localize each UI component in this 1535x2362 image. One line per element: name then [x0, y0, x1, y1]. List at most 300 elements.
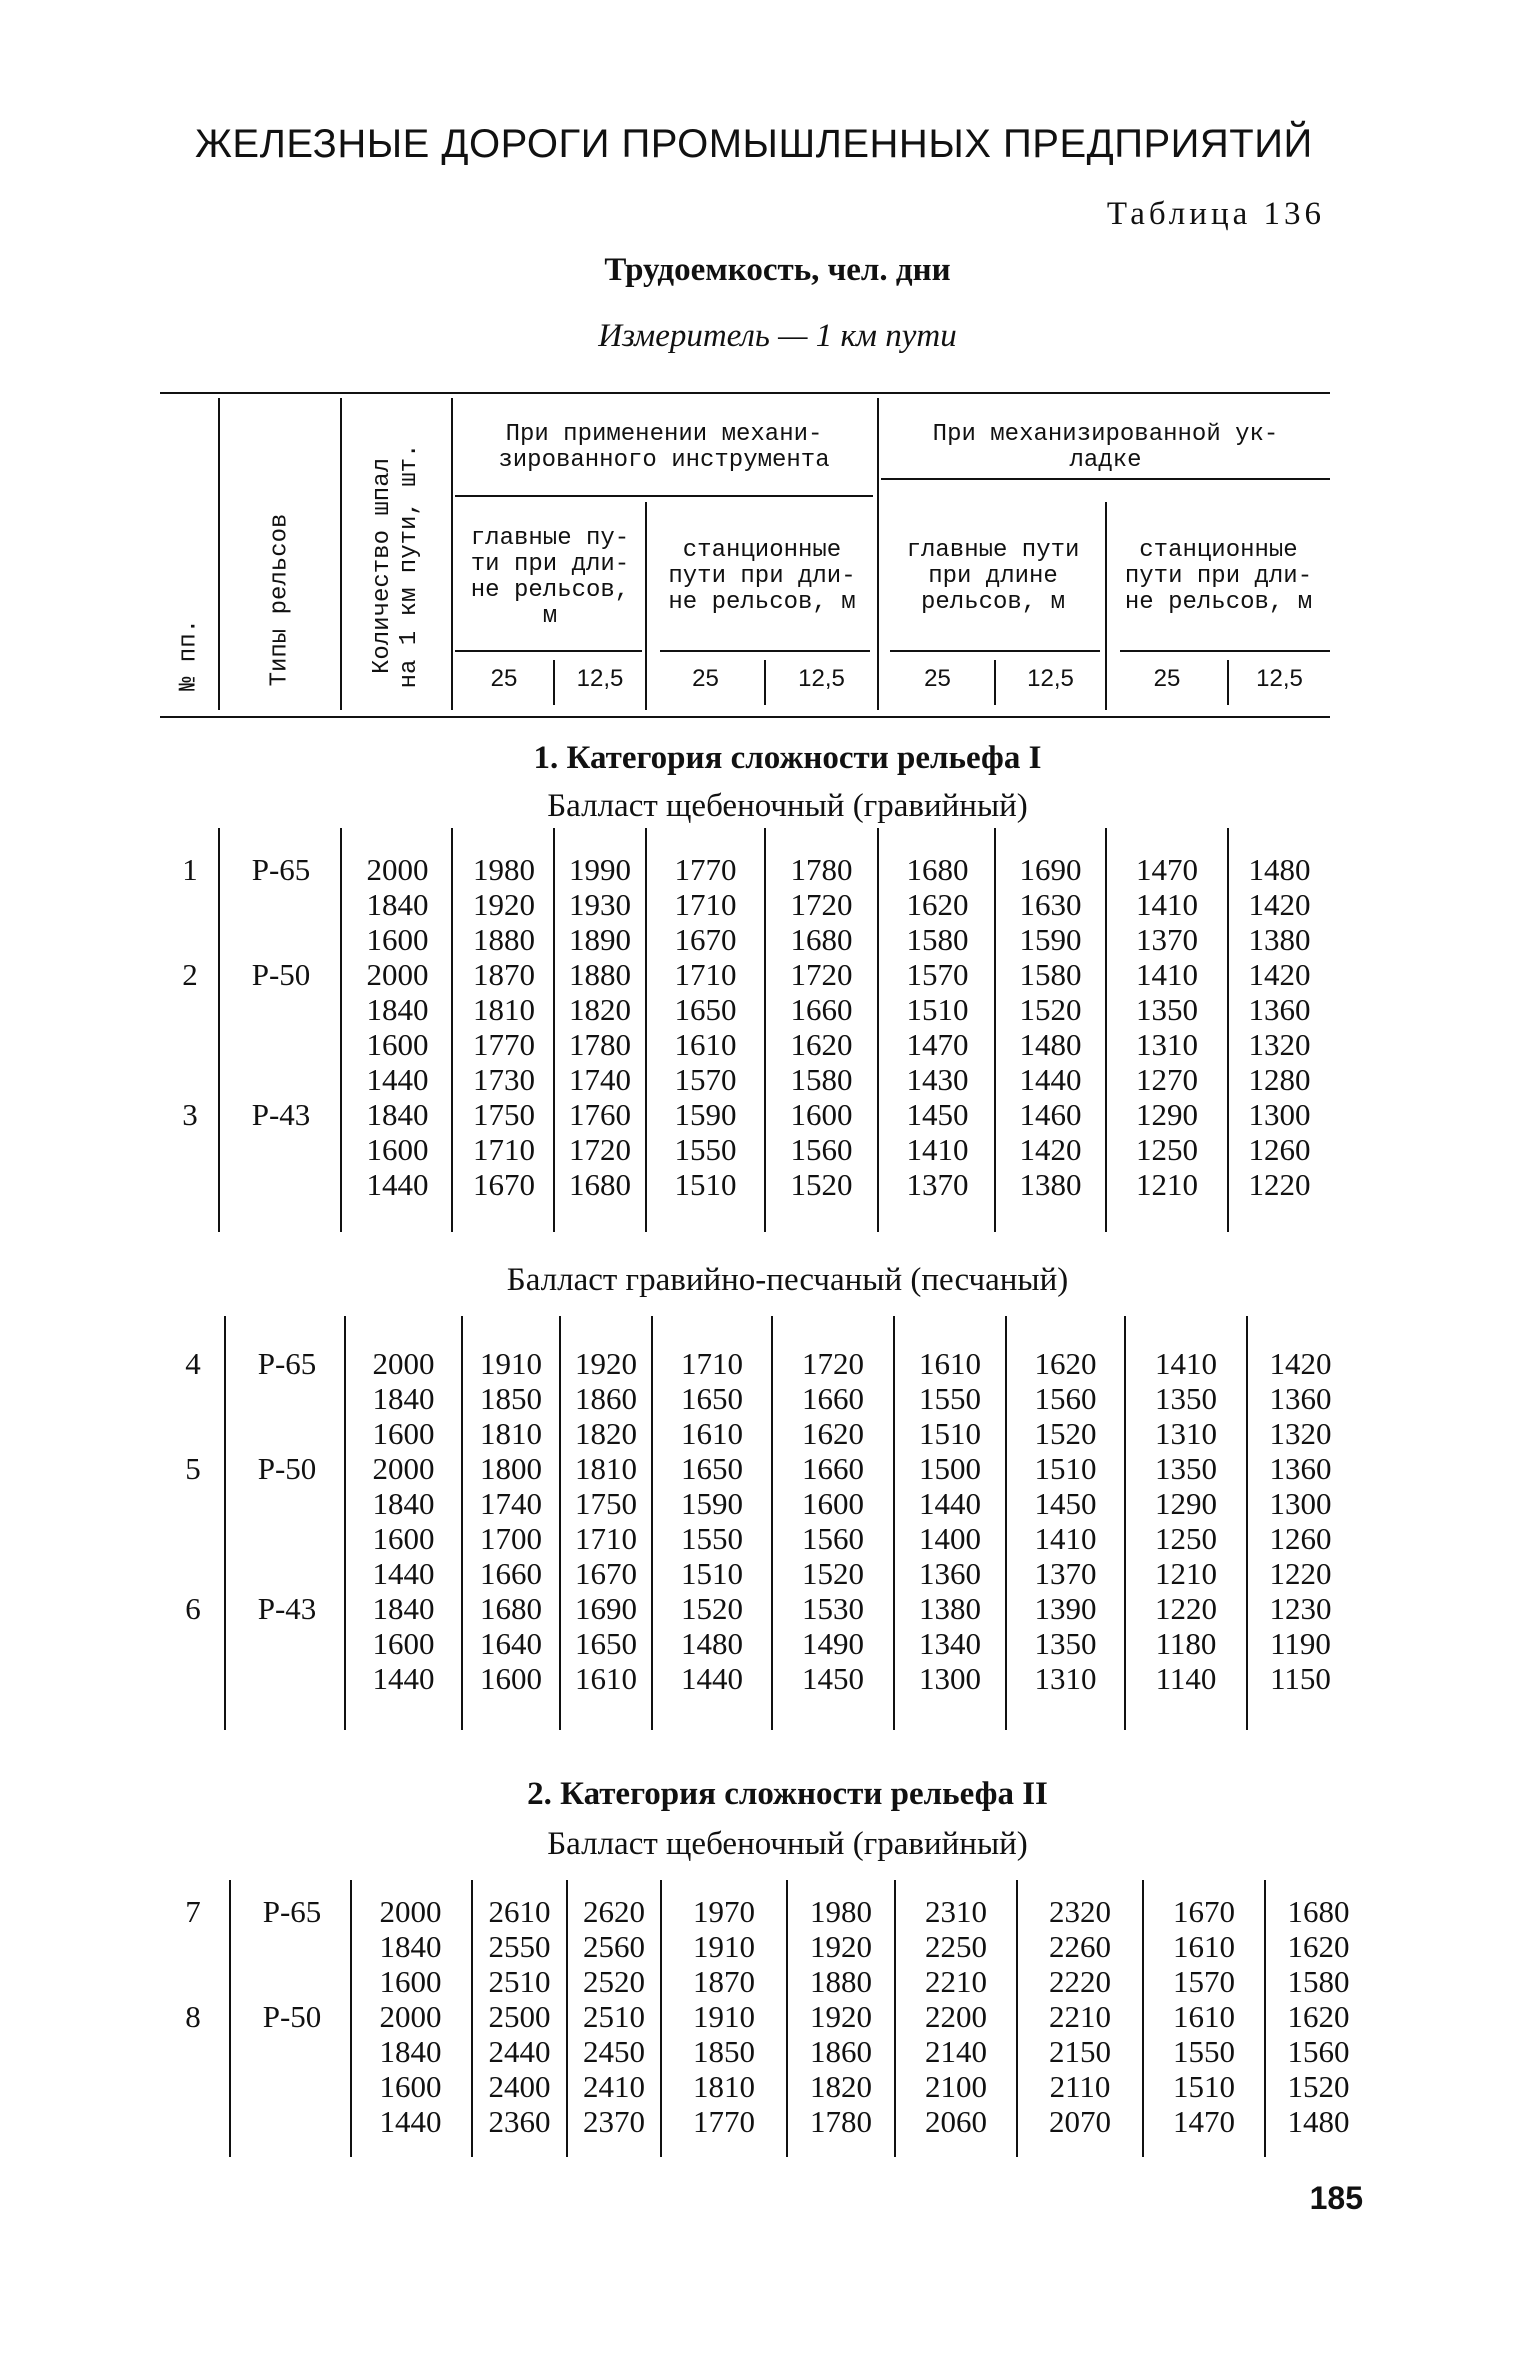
column-divider [229, 1880, 231, 2157]
labor-value: 1520 [802, 1556, 864, 1591]
labor-value: 1590 [1019, 922, 1082, 957]
table-row [0, 1381, 1535, 1416]
labor-value: 1220 [1248, 1167, 1311, 1202]
labor-value: 1320 [1269, 1416, 1332, 1451]
rail-type: Р-65 [262, 1894, 322, 1929]
table-title: Трудоемкость, чел. дни [604, 252, 951, 288]
row-number: 5 [185, 1451, 201, 1486]
rail-type: Р-50 [262, 1999, 322, 2034]
rail-type: Р-43 [257, 1591, 317, 1626]
labor-value: 1460 [1019, 1097, 1082, 1132]
sleeper-count: 1600 [366, 922, 429, 957]
labor-value: 1550 [674, 1132, 737, 1167]
labor-value: 2210 [1049, 1999, 1111, 2034]
labor-value: 1670 [473, 1167, 535, 1202]
labor-value: 1270 [1136, 1062, 1198, 1097]
labor-value: 1740 [569, 1062, 631, 1097]
labor-value: 1370 [1034, 1556, 1097, 1591]
labor-value: 1660 [480, 1556, 542, 1591]
labor-value: 1290 [1136, 1097, 1198, 1132]
header-group-mechanized-laying: При механизированной ук- ладке [932, 421, 1279, 474]
row-number: 8 [185, 1999, 201, 2034]
labor-value: 2510 [583, 1999, 645, 2034]
labor-value: 1760 [569, 1097, 631, 1132]
labor-value: 2440 [488, 2034, 551, 2069]
header-sub-rule [1120, 650, 1330, 652]
labor-value: 1370 [1136, 922, 1198, 957]
row-number: 4 [185, 1346, 201, 1381]
labor-value: 1580 [906, 922, 969, 957]
table-row [0, 1167, 1535, 1202]
header-group-mechanized-tool: При применении механи- зированного инструмента [498, 421, 830, 474]
column-divider [461, 1316, 463, 1730]
labor-value: 2370 [583, 2104, 645, 2139]
labor-value: 1600 [790, 1097, 853, 1132]
labor-value: 1630 [1019, 887, 1082, 922]
labor-value: 1880 [473, 922, 535, 957]
labor-value: 1420 [1248, 957, 1311, 992]
table-row [0, 1097, 1535, 1132]
labor-value: 1680 [906, 852, 969, 887]
header-divider [451, 398, 453, 710]
labor-value: 1600 [802, 1486, 864, 1521]
labor-value: 1720 [569, 1132, 631, 1167]
labor-value: 1310 [1034, 1661, 1097, 1696]
labor-value: 1610 [674, 1027, 737, 1062]
labor-value: 2560 [583, 1929, 645, 1964]
table-row [0, 1346, 1535, 1381]
labor-value: 1710 [681, 1346, 743, 1381]
sleeper-count: 1840 [372, 1591, 435, 1626]
labor-value: 1870 [473, 957, 535, 992]
labor-value: 1510 [919, 1416, 981, 1451]
labor-value: 1510 [1034, 1451, 1097, 1486]
labor-value: 1770 [674, 852, 737, 887]
column-divider [224, 1316, 226, 1730]
labor-value: 2410 [583, 2069, 645, 2104]
labor-value: 1580 [1287, 1964, 1350, 1999]
labor-value: 1440 [1019, 1062, 1082, 1097]
row-number: 3 [182, 1097, 198, 1132]
labor-value: 1480 [1287, 2104, 1350, 2139]
table-row [0, 887, 1535, 922]
labor-value: 1850 [693, 2034, 755, 2069]
labor-value: 2620 [583, 1894, 645, 1929]
header-top-rule [160, 392, 1330, 394]
sleeper-count: 1600 [366, 1027, 429, 1062]
header-sub-station-tracks-tool: станционные пути при дли- не рельсов, м [668, 537, 856, 616]
labor-value: 1910 [693, 1929, 755, 1964]
labor-value: 1390 [1034, 1591, 1097, 1626]
header-divider [877, 398, 879, 710]
labor-value: 1420 [1019, 1132, 1082, 1167]
column-divider [645, 828, 647, 1232]
labor-value: 1550 [1173, 2034, 1235, 2069]
labor-value: 1640 [480, 1626, 542, 1661]
sleeper-count: 2000 [366, 957, 429, 992]
labor-value: 1210 [1136, 1167, 1198, 1202]
table-row [0, 1556, 1535, 1591]
labor-value: 1380 [1248, 922, 1311, 957]
labor-value: 1650 [681, 1451, 743, 1486]
column-divider [1142, 1880, 1144, 2157]
table-row [0, 1591, 1535, 1626]
sleeper-count: 1600 [372, 1416, 435, 1451]
labor-value: 1690 [575, 1591, 637, 1626]
labor-value: 1980 [810, 1894, 872, 1929]
labor-value: 1190 [1270, 1626, 1331, 1661]
sleeper-count: 1440 [366, 1167, 429, 1202]
table-row [0, 992, 1535, 1027]
header-divider [340, 398, 342, 710]
labor-value: 1620 [1034, 1346, 1097, 1381]
column-divider [994, 828, 996, 1232]
row-number: 6 [185, 1591, 201, 1626]
running-head: ЖЕЛЕЗНЫЕ ДОРОГИ ПРОМЫШЛЕННЫХ ПРЕДПРИЯТИЙ [195, 122, 1313, 166]
labor-value: 1880 [569, 957, 631, 992]
labor-value: 1810 [575, 1451, 637, 1486]
labor-value: 1410 [1136, 887, 1198, 922]
labor-value: 1670 [1173, 1894, 1235, 1929]
table-row [0, 1027, 1535, 1062]
labor-value: 1620 [1287, 1999, 1350, 2034]
column-divider [559, 1316, 561, 1730]
labor-value: 1690 [1019, 852, 1082, 887]
labor-value: 1610 [575, 1661, 637, 1696]
labor-value: 1890 [569, 922, 631, 957]
labor-value: 2400 [488, 2069, 551, 2104]
labor-value: 1860 [810, 2034, 872, 2069]
labor-value: 1680 [790, 922, 853, 957]
labor-value: 2450 [583, 2034, 645, 2069]
labor-value: 1520 [790, 1167, 853, 1202]
labor-value: 1620 [790, 1027, 853, 1062]
header-sub-station-tracks-laying: станционные пути при дли- не рельсов, м [1124, 537, 1313, 616]
section-title: 2. Категория сложности рельефа II [527, 1776, 1048, 1812]
labor-value: 1520 [1019, 992, 1082, 1027]
sleeper-count: 2000 [372, 1346, 435, 1381]
labor-value: 1650 [674, 992, 737, 1027]
sleeper-count: 1840 [366, 992, 429, 1027]
labor-value: 1680 [569, 1167, 631, 1202]
labor-value: 2320 [1049, 1894, 1111, 1929]
labor-value: 1550 [919, 1381, 981, 1416]
labor-value: 1530 [802, 1591, 864, 1626]
rail-type: Р-50 [257, 1451, 317, 1486]
labor-value: 1680 [1287, 1894, 1350, 1929]
labor-value: 1850 [480, 1381, 542, 1416]
labor-value: 1990 [569, 852, 631, 887]
labor-value: 1480 [1248, 852, 1311, 887]
labor-value: 2200 [925, 1999, 987, 2034]
labor-value: 1140 [1155, 1661, 1217, 1696]
labor-value: 1570 [1173, 1964, 1235, 1999]
labor-value: 1720 [802, 1346, 864, 1381]
labor-value: 1210 [1155, 1556, 1217, 1591]
column-divider [1105, 828, 1107, 1232]
rail-type: Р-43 [251, 1097, 311, 1132]
labor-value: 1590 [674, 1097, 737, 1132]
table-row [0, 1661, 1535, 1696]
sleeper-count: 1600 [379, 2069, 442, 2104]
column-divider [1016, 1880, 1018, 2157]
header-sub-rule [890, 650, 1100, 652]
labor-value: 1920 [810, 1929, 872, 1964]
header-sub-rule [660, 650, 870, 652]
labor-value: 1480 [681, 1626, 743, 1661]
table-row [0, 1132, 1535, 1167]
header-sub-main-tracks-laying: главные пути при длине рельсов, м [906, 537, 1080, 616]
column-divider [344, 1316, 346, 1730]
labor-value: 1350 [1136, 992, 1198, 1027]
labor-value: 1320 [1248, 1027, 1311, 1062]
labor-value: 1560 [802, 1521, 864, 1556]
column-divider [660, 1880, 662, 2157]
column-divider [350, 1880, 352, 2157]
sleeper-count: 2000 [366, 852, 429, 887]
labor-value: 1380 [1019, 1167, 1082, 1202]
labor-value: 1310 [1136, 1027, 1198, 1062]
labor-value: 1560 [790, 1132, 853, 1167]
labor-value: 1780 [569, 1027, 631, 1062]
labor-value: 1870 [693, 1964, 755, 1999]
header-rail-length: 12,5 [1027, 665, 1074, 692]
labor-value: 1860 [575, 1381, 637, 1416]
labor-value: 1520 [1034, 1416, 1097, 1451]
column-divider [771, 1316, 773, 1730]
labor-value: 1680 [480, 1591, 542, 1626]
labor-value: 1880 [810, 1964, 872, 1999]
labor-value: 1980 [473, 852, 535, 887]
header-col-sleepers: Количество шпал на 1 км пути, шт. [369, 443, 423, 689]
labor-value: 1360 [1248, 992, 1311, 1027]
labor-value: 1580 [790, 1062, 853, 1097]
column-divider [471, 1880, 473, 2157]
labor-value: 2250 [925, 1929, 987, 1964]
labor-value: 1610 [919, 1346, 981, 1381]
labor-value: 2100 [925, 2069, 987, 2104]
sleeper-count: 1840 [366, 887, 429, 922]
sleeper-count: 2000 [372, 1451, 435, 1486]
labor-value: 1550 [681, 1521, 743, 1556]
labor-value: 1420 [1269, 1346, 1332, 1381]
labor-value: 1450 [802, 1661, 864, 1696]
labor-value: 1670 [575, 1556, 637, 1591]
labor-value: 1780 [790, 852, 853, 887]
labor-value: 1450 [906, 1097, 969, 1132]
labor-value: 1370 [906, 1167, 969, 1202]
column-divider [893, 1316, 895, 1730]
table-row [0, 1626, 1535, 1661]
sleeper-count: 2000 [379, 1999, 442, 2034]
labor-value: 1220 [1269, 1556, 1332, 1591]
rail-type: Р-65 [251, 852, 311, 887]
sleeper-count: 1440 [366, 1062, 429, 1097]
header-rail-length: 12,5 [576, 665, 624, 692]
labor-value: 1660 [802, 1381, 864, 1416]
page-number: 185 [1309, 2180, 1363, 2216]
labor-value: 1520 [1287, 2069, 1350, 2104]
labor-value: 1350 [1155, 1451, 1217, 1486]
column-divider [764, 828, 766, 1232]
column-divider [1246, 1316, 1248, 1730]
labor-value: 1440 [681, 1661, 743, 1696]
labor-value: 1500 [919, 1451, 981, 1486]
labor-value: 1410 [1155, 1346, 1217, 1381]
labor-value: 1520 [681, 1591, 743, 1626]
labor-value: 1470 [1173, 2104, 1235, 2139]
header-rail-length: 25 [924, 665, 951, 692]
column-divider [451, 828, 453, 1232]
labor-value: 1350 [1034, 1626, 1097, 1661]
labor-value: 1480 [1019, 1027, 1082, 1062]
rail-type: Р-65 [257, 1346, 317, 1381]
column-divider [553, 828, 555, 1232]
labor-value: 1290 [1155, 1486, 1217, 1521]
table-unit: Измеритель — 1 км пути [598, 318, 957, 354]
labor-value: 2510 [488, 1964, 551, 1999]
labor-value: 1310 [1155, 1416, 1217, 1451]
sleeper-count: 1840 [372, 1381, 435, 1416]
labor-value: 1470 [906, 1027, 969, 1062]
column-divider [786, 1880, 788, 2157]
header-col-rail-type: Типы рельсов [266, 513, 294, 687]
labor-value: 1910 [480, 1346, 542, 1381]
sleeper-count: 1440 [372, 1661, 435, 1696]
labor-value: 1650 [681, 1381, 743, 1416]
labor-value: 1300 [1248, 1097, 1311, 1132]
labor-value: 1670 [674, 922, 737, 957]
labor-value: 1570 [674, 1062, 737, 1097]
sleeper-count: 1840 [372, 1486, 435, 1521]
table-row [0, 1451, 1535, 1486]
sleeper-count: 1840 [379, 2034, 442, 2069]
labor-value: 1730 [473, 1062, 535, 1097]
labor-value: 1710 [473, 1132, 535, 1167]
labor-value: 1490 [802, 1626, 864, 1661]
header-sub-rule [455, 650, 642, 652]
row-number: 1 [182, 852, 198, 887]
ballast-heading: Балласт гравийно-песчаный (песчаный) [506, 1262, 1069, 1298]
labor-value: 1510 [906, 992, 969, 1027]
labor-value: 1920 [810, 1999, 872, 2034]
table-row [0, 922, 1535, 957]
labor-value: 1810 [473, 992, 535, 1027]
labor-value: 1660 [802, 1451, 864, 1486]
table-row [0, 1062, 1535, 1097]
column-divider [877, 828, 879, 1232]
labor-value: 1180 [1155, 1626, 1217, 1661]
labor-value: 2060 [925, 2104, 987, 2139]
labor-value: 1610 [1173, 1999, 1235, 2034]
labor-value: 1250 [1136, 1132, 1198, 1167]
row-number: 7 [185, 1894, 201, 1929]
labor-value: 1910 [693, 1999, 755, 2034]
labor-value: 1780 [810, 2104, 872, 2139]
labor-value: 2140 [925, 2034, 987, 2069]
sleeper-count: 1600 [379, 1964, 442, 1999]
labor-value: 1350 [1155, 1381, 1217, 1416]
labor-value: 1360 [919, 1556, 981, 1591]
header-rail-length: 12,5 [1256, 665, 1303, 692]
table-row [0, 852, 1535, 887]
labor-value: 1260 [1248, 1132, 1311, 1167]
labor-value: 1650 [575, 1626, 637, 1661]
labor-value: 1250 [1155, 1521, 1217, 1556]
labor-value: 1800 [480, 1451, 542, 1486]
sleeper-count: 1600 [366, 1132, 429, 1167]
sleeper-count: 1840 [366, 1097, 429, 1132]
column-divider [340, 828, 342, 1232]
section-title: 1. Категория сложности рельефа I [533, 740, 1042, 776]
header-col-number: № пп. [175, 618, 203, 692]
labor-value: 1610 [1173, 1929, 1235, 1964]
sleeper-count: 1840 [379, 1929, 442, 1964]
labor-value: 1920 [473, 887, 535, 922]
labor-value: 1700 [480, 1521, 542, 1556]
labor-value: 1930 [569, 887, 631, 922]
sleeper-count: 1600 [372, 1521, 435, 1556]
labor-value: 2360 [488, 2104, 551, 2139]
labor-value: 1510 [681, 1556, 743, 1591]
sleeper-count: 2000 [379, 1894, 442, 1929]
labor-value: 1410 [906, 1132, 969, 1167]
labor-value: 1710 [674, 957, 737, 992]
column-divider [1005, 1316, 1007, 1730]
sleeper-count: 1440 [379, 2104, 442, 2139]
table-row [0, 1416, 1535, 1451]
header-rail-length: 25 [692, 665, 719, 692]
labor-value: 1660 [790, 992, 853, 1027]
labor-value: 1280 [1248, 1062, 1311, 1097]
labor-value: 1920 [575, 1346, 637, 1381]
labor-value: 1570 [906, 957, 969, 992]
labor-value: 1820 [569, 992, 631, 1027]
labor-value: 1340 [919, 1626, 981, 1661]
labor-value: 1710 [674, 887, 737, 922]
labor-value: 2210 [925, 1964, 987, 1999]
labor-value: 1720 [790, 957, 853, 992]
labor-value: 1770 [693, 2104, 755, 2139]
labor-value: 1810 [480, 1416, 542, 1451]
labor-value: 1620 [1287, 1929, 1350, 1964]
labor-value: 1220 [1155, 1591, 1217, 1626]
labor-value: 1380 [919, 1591, 981, 1626]
header-sub-main-tracks-tool: главные пу- ти при дли- не рельсов, м [470, 525, 630, 630]
labor-value: 2500 [488, 1999, 551, 2034]
labor-value: 1770 [473, 1027, 535, 1062]
sleeper-count: 1600 [372, 1626, 435, 1661]
labor-value: 1150 [1270, 1661, 1331, 1696]
table-row [0, 957, 1535, 992]
labor-value: 1410 [1136, 957, 1198, 992]
column-divider [1227, 828, 1229, 1232]
header-group-rule [881, 478, 1330, 480]
header-rail-length: 25 [490, 665, 518, 692]
column-divider [1124, 1316, 1126, 1730]
sleeper-count: 1440 [372, 1556, 435, 1591]
labor-value: 1750 [575, 1486, 637, 1521]
labor-value: 2610 [488, 1894, 551, 1929]
labor-value: 1740 [480, 1486, 542, 1521]
labor-value: 1710 [575, 1521, 637, 1556]
column-divider [1264, 1880, 1266, 2157]
labor-value: 1440 [919, 1486, 981, 1521]
column-divider [894, 1880, 896, 2157]
labor-value: 1400 [919, 1521, 981, 1556]
labor-value: 2070 [1049, 2104, 1111, 2139]
table-label: Таблица 136 [1106, 196, 1325, 232]
